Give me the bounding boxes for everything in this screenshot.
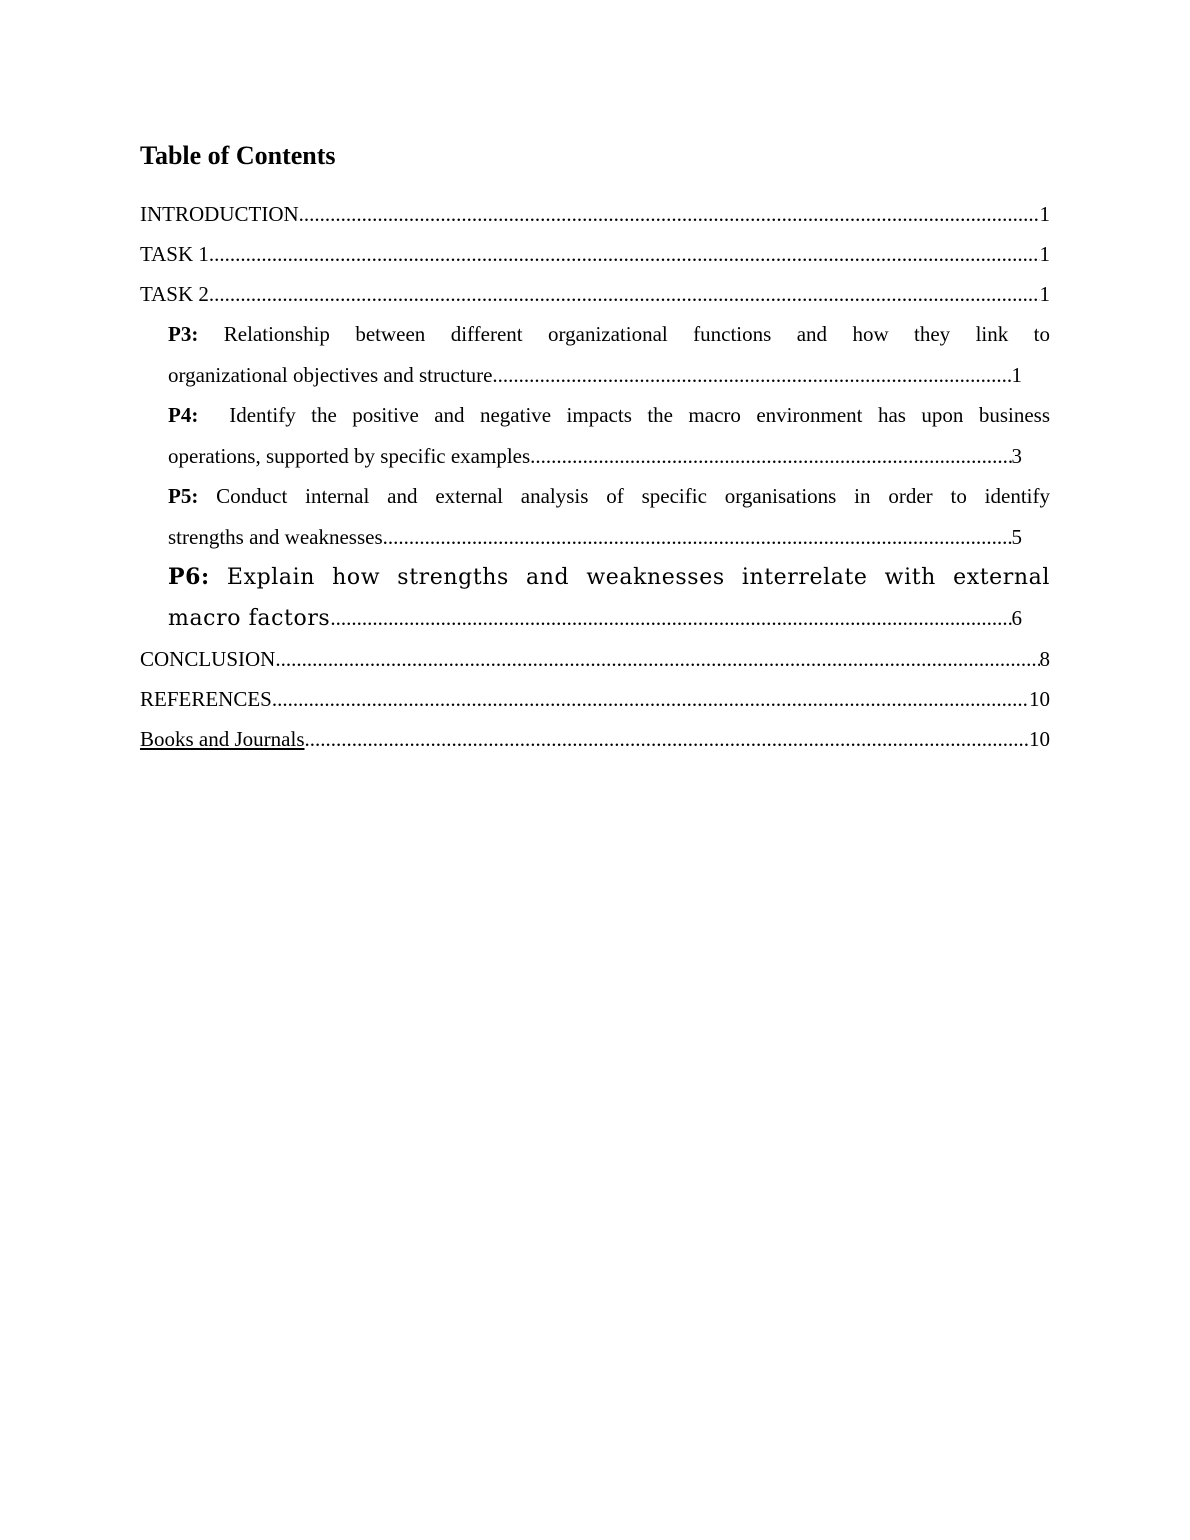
toc-entry-p5[interactable] [168, 476, 1050, 557]
toc-page-number: 1 [1039, 202, 1050, 226]
dot-leader [275, 639, 1039, 679]
toc-entry-p4[interactable] [168, 395, 1050, 476]
toc-sub-text: organizational objectives and structure [168, 362, 493, 387]
toc-sub-text: strengths and weaknesses [168, 524, 383, 549]
toc-sub-prefix: P4: [168, 403, 199, 427]
toc-entry-label: REFERENCES [140, 687, 272, 711]
dot-leader [492, 355, 1011, 396]
toc-sub-prefix: P6: [168, 564, 210, 590]
toc-sub-second-line [168, 436, 1022, 477]
toc-entry-link[interactable]: Books and Journals [140, 727, 305, 751]
toc-entry-label: TASK 1 [140, 242, 209, 266]
dot-leader [209, 234, 1040, 274]
toc-entry-introduction[interactable] [140, 194, 1050, 234]
toc-sub-first-line [168, 395, 1050, 436]
toc-sub-text: Relationship between different organizational functions and how they link to [223, 322, 1050, 346]
toc-page-number: 1 [1039, 282, 1050, 306]
toc-page-number: 6 [1011, 606, 1022, 630]
toc-page-number: 1 [1011, 362, 1022, 387]
toc-entry-label: TASK 2 [140, 282, 209, 306]
toc-sub-prefix: P5: [168, 484, 199, 508]
toc-sub-prefix: P3: [168, 322, 199, 346]
dot-leader [305, 719, 1030, 759]
dot-leader [209, 274, 1040, 314]
dot-leader [383, 517, 1012, 558]
toc-title: Table of Contents [140, 141, 336, 170]
toc-entry-references[interactable] [140, 679, 1050, 719]
toc-page-number: 1 [1039, 242, 1050, 266]
toc-page-number: 10 [1029, 687, 1050, 711]
toc-entry-label: CONCLUSION [140, 647, 276, 671]
dot-leader [272, 679, 1029, 719]
toc-sub-first-line [168, 314, 1050, 355]
toc-entry-label: INTRODUCTION [140, 202, 299, 226]
toc-sub-second-line [168, 598, 1022, 639]
toc-sub-text: Identify the positive and negative impacts the macro environment has upon business [229, 403, 1050, 427]
toc-sub-second-line [168, 355, 1022, 396]
toc-sub-second-line [168, 517, 1022, 558]
toc-sub-text: Conduct internal and external analysis of specific organisations in order to identify [216, 484, 1050, 508]
toc-entry-books-and-journals[interactable] [140, 719, 1050, 759]
toc-page-number: 8 [1039, 647, 1050, 671]
dot-leader [299, 194, 1040, 234]
dot-leader [530, 436, 1011, 477]
toc-entry-conclusion[interactable] [140, 639, 1050, 679]
toc-sub-text: operations, supported by specific examples [168, 443, 531, 468]
toc-entry-task-1[interactable] [140, 234, 1050, 274]
toc-sub-first-line [168, 476, 1050, 517]
toc-page-number: 10 [1029, 727, 1050, 751]
document-page [140, 138, 1050, 759]
toc-page-number: 5 [1011, 524, 1022, 549]
dot-leader [330, 598, 1011, 639]
toc-sub-text: Explain how strengths and weaknesses interrelate with external [226, 565, 1050, 590]
toc-entry-p3[interactable] [168, 314, 1050, 395]
toc-sub-text: macro factors [168, 606, 331, 631]
toc-sub-first-line [168, 557, 1050, 598]
toc-entry-p6[interactable] [168, 557, 1050, 639]
toc-page-number: 3 [1011, 443, 1022, 468]
toc-entry-task-2[interactable] [140, 274, 1050, 314]
